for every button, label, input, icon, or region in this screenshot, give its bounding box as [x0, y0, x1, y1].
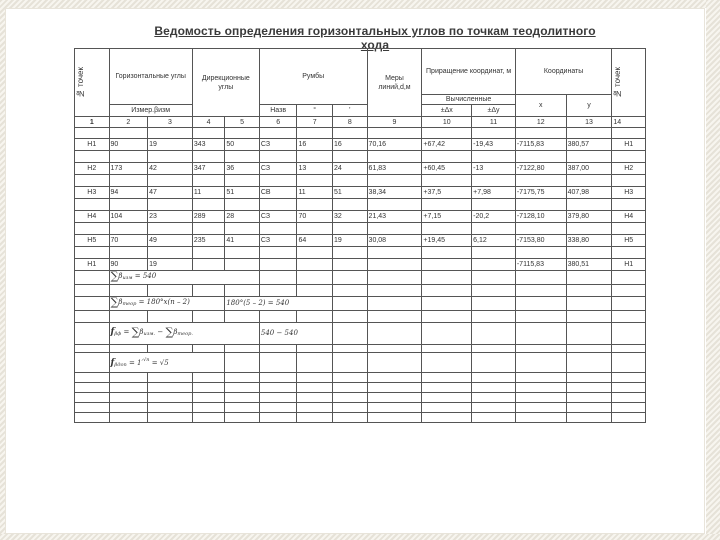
- cell: +19,45: [422, 235, 472, 247]
- table-row: [75, 235, 646, 247]
- cell: 90: [109, 259, 148, 271]
- cell: -7115,83: [515, 139, 566, 151]
- header-directional-angles: Дирекционные углы: [192, 49, 259, 117]
- cell: -13: [472, 163, 516, 175]
- cell: 70,16: [367, 139, 422, 151]
- spacer-row: [75, 285, 646, 297]
- cell: 173: [109, 163, 148, 175]
- cell: [192, 259, 225, 271]
- cell: [422, 259, 472, 271]
- cell-point: Н1: [75, 259, 110, 271]
- cell: 24: [332, 163, 367, 175]
- cell: 380,57: [566, 139, 612, 151]
- table-row: [75, 139, 646, 151]
- cell: 94: [109, 187, 148, 199]
- cell: [367, 259, 422, 271]
- cell-point: Н4: [612, 211, 646, 223]
- cell: 64: [297, 235, 333, 247]
- header-line-lengths: Меры линий,d,м: [367, 49, 422, 117]
- cell: +7,98: [472, 187, 516, 199]
- cell: 6,12: [472, 235, 516, 247]
- header-points-right: № точек: [612, 49, 646, 117]
- cell: СВ: [259, 187, 297, 199]
- cell: [472, 259, 516, 271]
- cell: СЗ: [259, 139, 297, 151]
- cell: 104: [109, 211, 148, 223]
- cell: +60,45: [422, 163, 472, 175]
- cell: 13: [297, 163, 333, 175]
- table-row: [75, 163, 646, 175]
- cell: 47: [148, 187, 193, 199]
- cell: 32: [332, 211, 367, 223]
- cell: 41: [225, 235, 260, 247]
- cell: СЗ: [259, 163, 297, 175]
- cell-point: Н5: [612, 235, 646, 247]
- spacer-row: [75, 128, 646, 139]
- cell: -19,43: [472, 139, 516, 151]
- col-num: 12: [515, 117, 566, 128]
- spacer-row: [75, 223, 646, 235]
- col-num: 9: [367, 117, 422, 128]
- cell: -7122,80: [515, 163, 566, 175]
- cell: СЗ: [259, 211, 297, 223]
- cell: 30,08: [367, 235, 422, 247]
- spacer-row: [75, 199, 646, 211]
- cell: [332, 259, 367, 271]
- formula-misclosure-value: 540 − 540: [260, 329, 298, 337]
- col-num: 6: [259, 117, 297, 128]
- table-row: [75, 259, 646, 271]
- spacer-row: [75, 151, 646, 163]
- col-num: 10: [422, 117, 472, 128]
- col-num: 1: [75, 117, 110, 128]
- col-num: 14: [612, 117, 646, 128]
- cell: 16: [297, 139, 333, 151]
- cell: +7,15: [422, 211, 472, 223]
- header-x: x: [515, 95, 566, 117]
- col-num: 7: [297, 117, 333, 128]
- header-dx: ±Δx: [422, 105, 472, 117]
- spacer-row: [75, 311, 646, 323]
- formula-row-misclosure: [75, 323, 646, 345]
- cell: 38,34: [367, 187, 422, 199]
- cell: 11: [192, 187, 225, 199]
- cell: 387,00: [566, 163, 612, 175]
- header-dy: ±Δy: [472, 105, 516, 117]
- col-num: 8: [332, 117, 367, 128]
- col-num: 13: [566, 117, 612, 128]
- header-bearing-deg: °: [297, 105, 333, 117]
- col-num: 3: [148, 117, 193, 128]
- cell-point: Н4: [75, 211, 110, 223]
- cell: 19: [332, 235, 367, 247]
- column-number-row: [75, 117, 646, 128]
- cell-point: Н1: [612, 259, 646, 271]
- cell: -7128,10: [515, 211, 566, 223]
- cell-point: Н1: [612, 139, 646, 151]
- cell: 51: [332, 187, 367, 199]
- cell: 49: [148, 235, 193, 247]
- formula-row-sum-measured: [75, 271, 646, 285]
- spacer-row: [75, 175, 646, 187]
- cell: 338,80: [566, 235, 612, 247]
- cell: 11: [297, 187, 333, 199]
- empty-row: [75, 413, 646, 423]
- table-row: [75, 187, 646, 199]
- cell: [297, 259, 333, 271]
- cell: 16: [332, 139, 367, 151]
- cell: 28: [225, 211, 260, 223]
- cell: -7153,80: [515, 235, 566, 247]
- cell: 19: [148, 259, 193, 271]
- header-computed: Вычисленные: [422, 95, 515, 105]
- cell-point: Н3: [75, 187, 110, 199]
- cell: +67,42: [422, 139, 472, 151]
- spacer-row: [75, 345, 646, 353]
- survey-table: [74, 48, 646, 423]
- formula-sum-theoretical-value: 180°(5 – 2) = 540: [226, 299, 290, 307]
- header-coordinates: Координаты: [515, 49, 611, 95]
- header-bearing-name: Назв: [259, 105, 297, 117]
- document-title: Ведомость определения горизонтальных углов по точкам теодолитного хода: [154, 24, 596, 52]
- cell: -7115,83: [515, 259, 566, 271]
- cell: СЗ: [259, 235, 297, 247]
- cell: 90: [109, 139, 148, 151]
- formula-allowable-misclosure: $f_{\beta доп} = 1'^{√n} = √5$: [110, 356, 169, 368]
- cell: 347: [192, 163, 225, 175]
- cell: 19: [148, 139, 193, 151]
- frame-border-bottom: [0, 534, 720, 540]
- cell: 42: [148, 163, 193, 175]
- header-coord-increments: Приращение координат, м: [422, 49, 515, 95]
- col-num: 4: [192, 117, 225, 128]
- empty-row: [75, 393, 646, 403]
- cell: 380,51: [566, 259, 612, 271]
- cell-point: Н2: [75, 163, 110, 175]
- formula-row-allowable: [75, 353, 646, 373]
- header-measured: Измер.βизм: [109, 105, 192, 117]
- cell: 70: [109, 235, 148, 247]
- cell-point: Н1: [75, 139, 110, 151]
- frame-border-top: [0, 0, 720, 8]
- cell-point: Н5: [75, 235, 110, 247]
- cell: 379,80: [566, 211, 612, 223]
- formula-angular-misclosure: $f_{\beta ф} = \sum\beta_{изм.} - \sum\beta_{теор.}$: [110, 325, 193, 339]
- cell: +37,5: [422, 187, 472, 199]
- cell: -20,2: [472, 211, 516, 223]
- cell-point: Н3: [612, 187, 646, 199]
- cell: 343: [192, 139, 225, 151]
- col-num: 5: [225, 117, 260, 128]
- frame-border-right: [706, 0, 720, 540]
- cell: 61,83: [367, 163, 422, 175]
- formula-sum-measured: $\sum\beta_{изм} = 540$: [110, 270, 157, 283]
- empty-row: [75, 373, 646, 383]
- cell: -7175,75: [515, 187, 566, 199]
- empty-row: [75, 403, 646, 413]
- cell: 23: [148, 211, 193, 223]
- cell: 51: [225, 187, 260, 199]
- cell: 36: [225, 163, 260, 175]
- header-y: y: [566, 95, 612, 117]
- header-bearing-min: ': [332, 105, 367, 117]
- col-num: 11: [472, 117, 516, 128]
- cell-point: Н2: [612, 163, 646, 175]
- cell: 407,98: [566, 187, 612, 199]
- spacer-row: [75, 247, 646, 259]
- cell: 21,43: [367, 211, 422, 223]
- header-points: № точек: [75, 49, 110, 117]
- header-horizontal-angles: Горизонтальные углы: [109, 49, 192, 105]
- cell: 289: [192, 211, 225, 223]
- empty-row: [75, 383, 646, 393]
- header-bearings: Румбы: [259, 49, 367, 105]
- cell: 70: [297, 211, 333, 223]
- cell: [259, 259, 297, 271]
- formula-row-sum-theoretical: [75, 297, 646, 311]
- cell: 50: [225, 139, 260, 151]
- table-row: [75, 211, 646, 223]
- col-num: 2: [109, 117, 148, 128]
- cell: 235: [192, 235, 225, 247]
- cell: [225, 259, 260, 271]
- formula-sum-theoretical: $\sum\beta_{теор} = 180^\circ x(n - 2)$: [110, 296, 190, 309]
